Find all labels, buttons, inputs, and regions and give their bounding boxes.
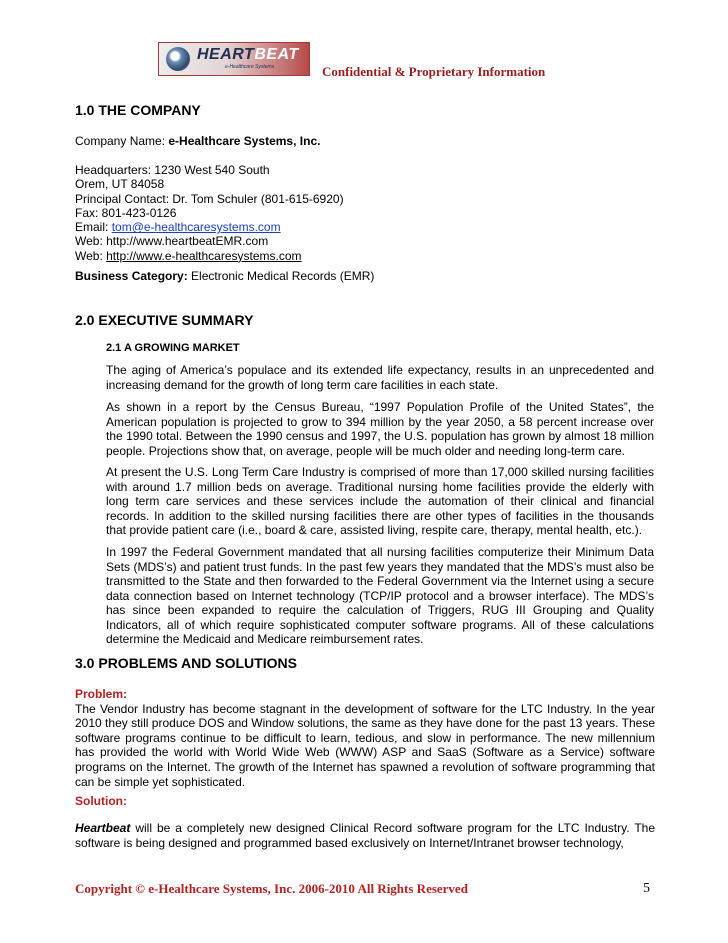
logo-beat: BEAT <box>254 46 299 63</box>
problem-text: The Vendor Industry has become stagnant in the development of software for the LTC Industry. In the year 2010 they still produce DOS and Window solutions, the same as they have done for the past 13 years. These software programs continue to be difficult to learn, tedious, and slow in performance. The new millennium has provided the world with World Wide Web (WWW) ASP and SaaS (Software as a Service) software programs on the Internet. The growth of the Internet has spawned a revolution of software programming that can be simple yet sophisticated. <box>75 701 655 789</box>
paragraph-census: As shown in a report by the Census Bureau, “1997 Population Profile of the United States”, the American population is projected to grow to 394 million by the year 2050, a 58 percent increase over the 1990 total. Between the 1990 census and 1997, the U.S. population has grown by almost 18 million people. Projections show that, on average, people will be much older and needing long-term care. <box>106 400 654 458</box>
web-line-1: Web: http://www.heartbeatEMR.com <box>75 234 269 249</box>
business-category-value: Electronic Medical Records (EMR) <box>187 269 375 283</box>
business-category-line <box>75 269 655 283</box>
paragraph-ltc-industry: At present the U.S. Long Term Care Industry is comprised of more than 17,000 skilled nursing facilities with around 1.7 million beds on average. Traditional nursing home facilities provide the elderly with long term care services and these services include the automation of their clinical and financial records. In addition to the skilled nursing facilities there are other types of facilities in the thousands that provide patient care (i.e., board & care, assisted living, respite care, therapy, mental health, etc.). <box>106 465 654 537</box>
logo-wordmark <box>197 46 299 64</box>
company-name-label: Company Name: <box>75 134 169 148</box>
web-label: Web: <box>75 248 107 263</box>
confidential-notice: Confidential & Proprietary Information <box>322 64 546 79</box>
subheading-growing-market: 2.1 A GROWING MARKET <box>106 342 240 354</box>
section-heading-executive-summary: 2.0 EXECUTIVE SUMMARY <box>75 312 254 328</box>
solution-label: Solution: <box>75 794 127 808</box>
logo-subtext: e-Healthcare Systems <box>225 64 275 70</box>
company-name-value: e-Healthcare Systems, Inc. <box>168 134 321 148</box>
solution-product-name: Heartbeat <box>75 821 131 835</box>
problem-block <box>75 687 655 789</box>
paragraph-federal-mandate: In 1997 the Federal Government mandated that all nursing facilities computerize their Minimum Data Sets (MDS’s) and patient trust funds. In the past few years they mandated that the MDS’s must also be transmitted to the State and then forwarded to the Federal Government via the Internet using a secure data connection based on Internet technology (TCP/IP protocol and a browser interface). The MDS’s has since been expanded to require the calculation of Triggers, RUG III Grouping and Quality Indicators, all of which require sophisticated computer software programs. All of these calculations determine the Medicaid and Medicare reimbursement rates. <box>106 545 654 646</box>
email-label: Email: <box>75 220 112 235</box>
principal-contact-line: Principal Contact: Dr. Tom Schuler (801-615-6920) <box>75 191 344 206</box>
email-link[interactable]: tom@e-healthcaresystems.com <box>111 220 281 235</box>
company-name-line <box>75 134 655 148</box>
solution-text-block <box>75 821 655 850</box>
heartbeat-logo <box>158 42 310 76</box>
solution-text: will be a completely new designed Clinical Record software program for the LTC Industry. The software is being designed and programmed based exclusively on Internet/Intranet browser technology, <box>75 821 655 850</box>
city-line: Orem, UT 84058 <box>75 177 165 192</box>
website-link[interactable]: http://www.e-healthcaresystems.com <box>106 248 302 263</box>
web-line-2 <box>75 249 655 263</box>
headquarters-line: Headquarters: 1230 West 540 South <box>75 163 270 177</box>
company-contact-block <box>75 163 655 263</box>
logo-heart: HEART <box>197 46 255 63</box>
email-line <box>75 220 655 234</box>
section-heading-problems-solutions: 3.0 PROBLEMS AND SOLUTIONS <box>75 655 297 671</box>
paragraph-aging-population: The aging of America’s populace and its extended life expectancy, results in an unprecedented and increasing demand for the growth of long term care facilities in each state. <box>106 363 654 392</box>
logo-swirl-icon <box>166 47 190 71</box>
problem-label: Problem: <box>75 687 128 701</box>
fax-line: Fax: 801-423-0126 <box>75 205 177 220</box>
business-category-label: Business Category: <box>75 269 188 283</box>
page-number: 5 <box>643 881 650 896</box>
copyright-footer: Copyright © e-Healthcare Systems, Inc. 2006-2010 All Rights Reserved <box>75 881 468 896</box>
section-heading-company: 1.0 THE COMPANY <box>75 102 201 118</box>
